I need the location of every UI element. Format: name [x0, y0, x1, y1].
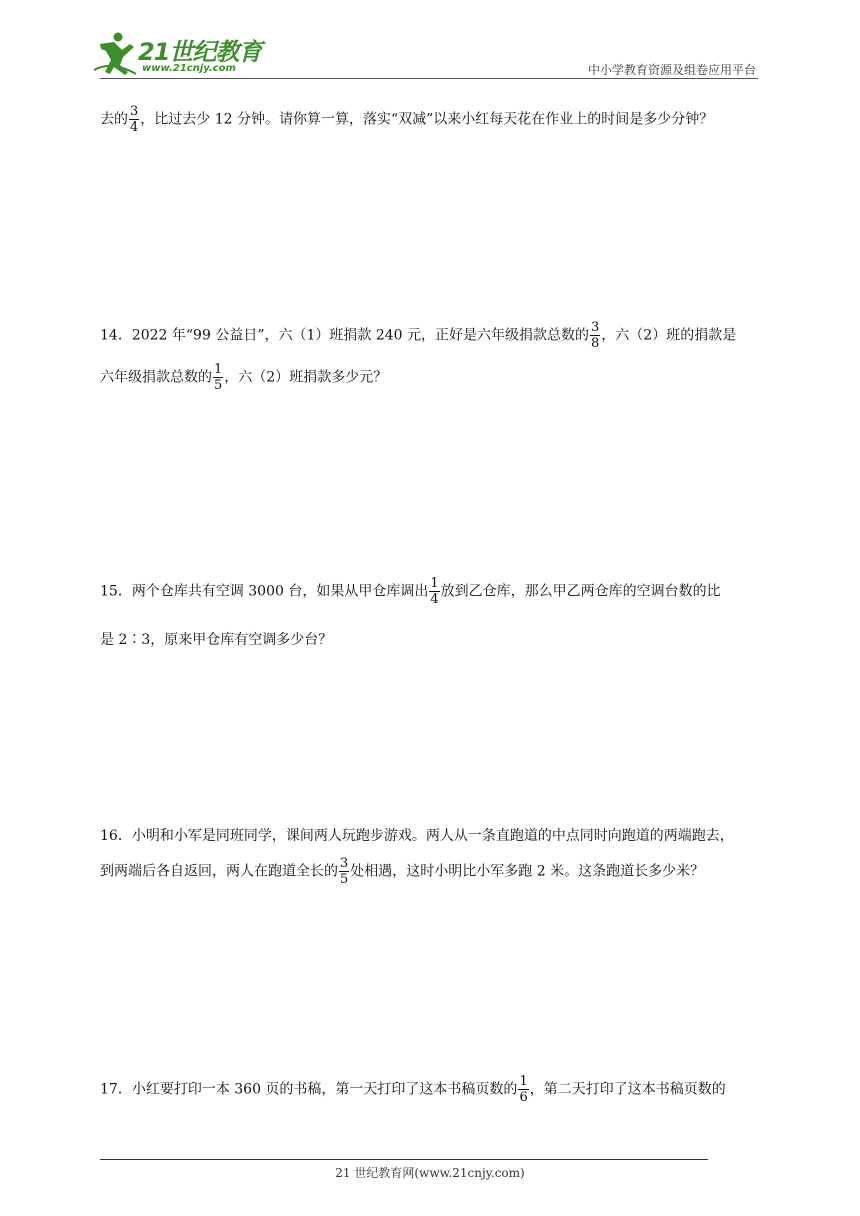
q16-text-a: 16．小明和小军是同班同学，课间两人玩跑步游戏。两人从一条直跑道的中点同时向跑道的两端跑去，: [100, 828, 734, 844]
logo-text: 21世纪教育: [138, 38, 262, 66]
question-17-line-1: [100, 1074, 764, 1105]
question-14-line-2: [100, 362, 764, 393]
q14-text-b: ，六（2）班的捐款是: [601, 327, 737, 344]
logo: [92, 30, 267, 80]
q14-fraction-2: $\frac{1}{5}$: [214, 362, 223, 393]
q14-text-d: ，六（2）班捐款多少元？: [224, 369, 388, 386]
question-16-line-1: [100, 826, 764, 846]
page-footer: 21 世纪教育网(www.21cnjy.com): [335, 1166, 525, 1180]
footer-divider: [100, 1159, 708, 1160]
q16-text-c: 处相遇，这时小明比小军多跑 2 米。这条跑道长多少米？: [350, 863, 705, 880]
q15-fraction: $\frac{1}{4}$: [430, 576, 439, 607]
question-15-line-1: [100, 576, 764, 607]
q17-fraction: $\frac{1}{6}$: [519, 1074, 528, 1105]
q16-text-b: 到两端后各自返回，两人在跑道全长的: [100, 863, 338, 880]
question-15-line-2: [100, 630, 764, 650]
runner-logo-icon: [92, 30, 138, 78]
q17-text-a: 17．小红要打印一本 360 页的书稿，第一天打印了这本书稿页数的: [100, 1081, 518, 1098]
question-16-line-2: [100, 856, 764, 887]
q13-text-a: 去的: [100, 111, 128, 128]
q15-text-a: 15．两个仓库共有空调 3000 台，如果从甲仓库调出: [100, 583, 429, 600]
q14-fraction-1: $\frac{3}{8}$: [591, 320, 600, 351]
question-14-line-1: [100, 320, 764, 351]
q14-text-a: 14．2022 年“99 公益日”，六（1）班捐款 240 元，正好是六年级捐款总数的: [100, 327, 590, 344]
q16-fraction: $\frac{3}{5}$: [340, 856, 349, 887]
q17-text-b: ，第二天打印了这本书稿页数的: [529, 1081, 726, 1098]
q13-text-b: ，比过去少 12 分钟。请你算一算，落实“双减”以来小红每天花在作业上的时间是多少分钟？: [140, 111, 714, 128]
platform-title: 中小学教育资源及组卷应用平台: [587, 63, 756, 77]
q15-text-c: 是 2∶3，原来甲仓库有空调多少台？: [100, 632, 333, 648]
q15-text-b: 放到乙仓库，那么甲乙两仓库的空调台数的比: [440, 583, 721, 600]
question-13-continuation: [100, 104, 764, 135]
header-divider: [100, 78, 758, 79]
q13-fraction: $\frac{3}{4}$: [130, 104, 139, 135]
page-header: [0, 0, 860, 80]
q14-text-c: 六年级捐款总数的: [100, 369, 212, 386]
logo-url: www.21cnjy.com: [142, 63, 236, 74]
